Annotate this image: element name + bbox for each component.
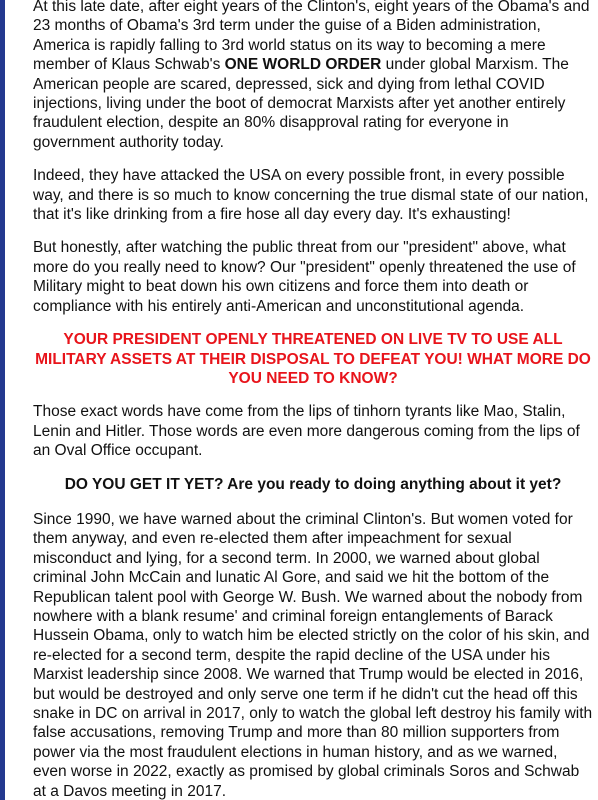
paragraph-attack: Indeed, they have attacked the USA on every possible front, in every possible way, and there is so much to know concerning the true dismal state of our nation, that it's like drinking from a fire hose all day every day. It's exhausting! [33, 167, 589, 224]
paragraph-intro [33, 0, 593, 152]
paragraph-threat: But honestly, after watching the public threat from our "president" above, what more do you really need to know? Our "president" openly threatened the use of Military might to beat down his own citizens and force them into death or compliance with his entirely anti-American and unconstitutional agenda. [33, 239, 576, 315]
intro-text-end: under global Marxism. The American people are scared, depressed, sick and dying from lethal COVID injections, living under the boot of democrat Marxists after yet another entirely fraudulent election, despite an 80% disapproval rating for everyone in government authority today. [33, 56, 569, 151]
intro-text-start: At this late date, after eight years of the Clinton's, eight years of the Obama's and 23 months of Obama's 3rd term under the guise of a Biden administration, America is rapidly falling to 3rd world status on its way to becoming a mere member of Klaus Schwab's [33, 0, 590, 74]
question-headline: DO YOU GET IT YET? Are you ready to doing anything about it yet? [64, 475, 562, 493]
alert-headline: YOUR PRESIDENT OPENLY THREATENED ON LIVE TV TO USE ALL MILITARY ASSETS AT THEIR DISPOSAL TO DEFEAT YOU! WHAT MORE DO YOU NEED TO KNOW? [35, 331, 591, 387]
one-world-order-emphasis: ONE WORLD ORDER [224, 56, 382, 74]
left-accent-bar [0, 0, 5, 800]
paragraph-tyrants: Those exact words have come from the lips of tinhorn tyrants like Mao, Stalin, Lenin and Hitler. Those words are even more dangerous coming from the lips of an Oval Office occupant. [33, 403, 580, 460]
article-body [33, 0, 593, 800]
paragraph-history: Since 1990, we have warned about the criminal Clinton's. But women voted for them anyway, and even re-elected them after impeachment for sexual misconduct and lying, for a second term. In 2000, we warned about global criminal John McCain and lunatic Al Gore, and said we hit the bottom of the Republican talent pool with George W. Bush. We warned about the nobody from nowhere with a blank resume' and criminal foreign entanglements of Barack Hussein Obama, only to watch him be elected strictly on the color of his skin, and re-elected for a second term, despite the rapid decline of the USA under his Marxist leadership since 2008. We warned that Trump would be elected in 2016, but would be destroyed and only serve one term if he didn't cut the head off this snake in DC on arrival in 2017, only to watch the global left destroy his family with false accusations, removing Trump and more than 80 million supporters from power via the most fraudulent elections in human history, and as we warned, even worse in 2022, exactly as promised by global criminals Soros and Schwab at a Davos meeting in 2017. [33, 510, 593, 800]
